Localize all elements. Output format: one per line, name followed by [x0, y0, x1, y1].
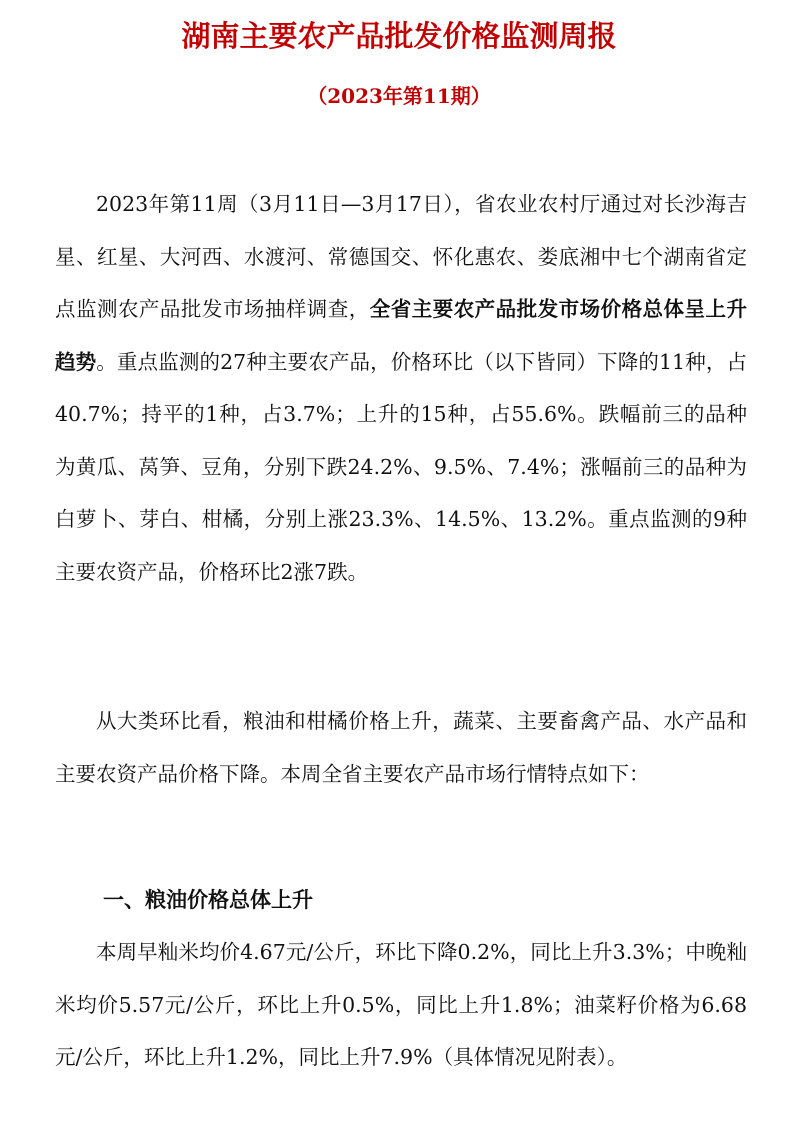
summary-text-details: 。重点监测的27种主要农产品，价格环比（以下皆同）下降的11种，占40.7%；持平的1种，占3.7%；上升的15种，占55.6%。跌幅前三的品种为黄瓜、莴笋、豆角，分别下跌24.2%、9.5%、7.4%；涨幅前三的品种为白萝卜、芽白、柑橘，分别上涨23.3%、14.5%、13.2%。重点监测的9种主要农资产品，价格环比2涨7跌。 [55, 349, 748, 584]
section-paragraph-grain-oil: 本周早籼米均价4.67元/公斤，环比下降0.2%，同比上升3.3%；中晚籼米均价5.57元/公斤，环比上升0.5%，同比上升1.8%；油菜籽价格为6.68元/公斤，环比上升1.2%，同比上升7.9%（具体情况见附表）。 [55, 940, 747, 1069]
category-overview-paragraph: 从大类环比看，粮油和柑橘价格上升，蔬菜、主要畜禽产品、水产品和主要农资产品价格下降。本周全省主要农产品市场行情特点如下： [55, 709, 747, 786]
report-issue: （2023年第11期） [307, 84, 491, 108]
summary-paragraph [55, 178, 747, 598]
section-heading-grain-oil: 一、粮油价格总体上升 [103, 888, 313, 912]
summary-highlight: 全省主要农产品批发市场价格总体呈上升趋势 [55, 297, 747, 374]
report-title: 湖南主要农产品批发价格监测周报 [181, 19, 617, 53]
summary-text-intro: 2023年第11周（3月11日—3月17日），省农业农村厅通过对长沙海吉星、红星、大河西、水渡河、常德国交、怀化惠农、娄底湘中七个湖南省定点监测农产品批发市场抽样调查， [55, 192, 747, 321]
